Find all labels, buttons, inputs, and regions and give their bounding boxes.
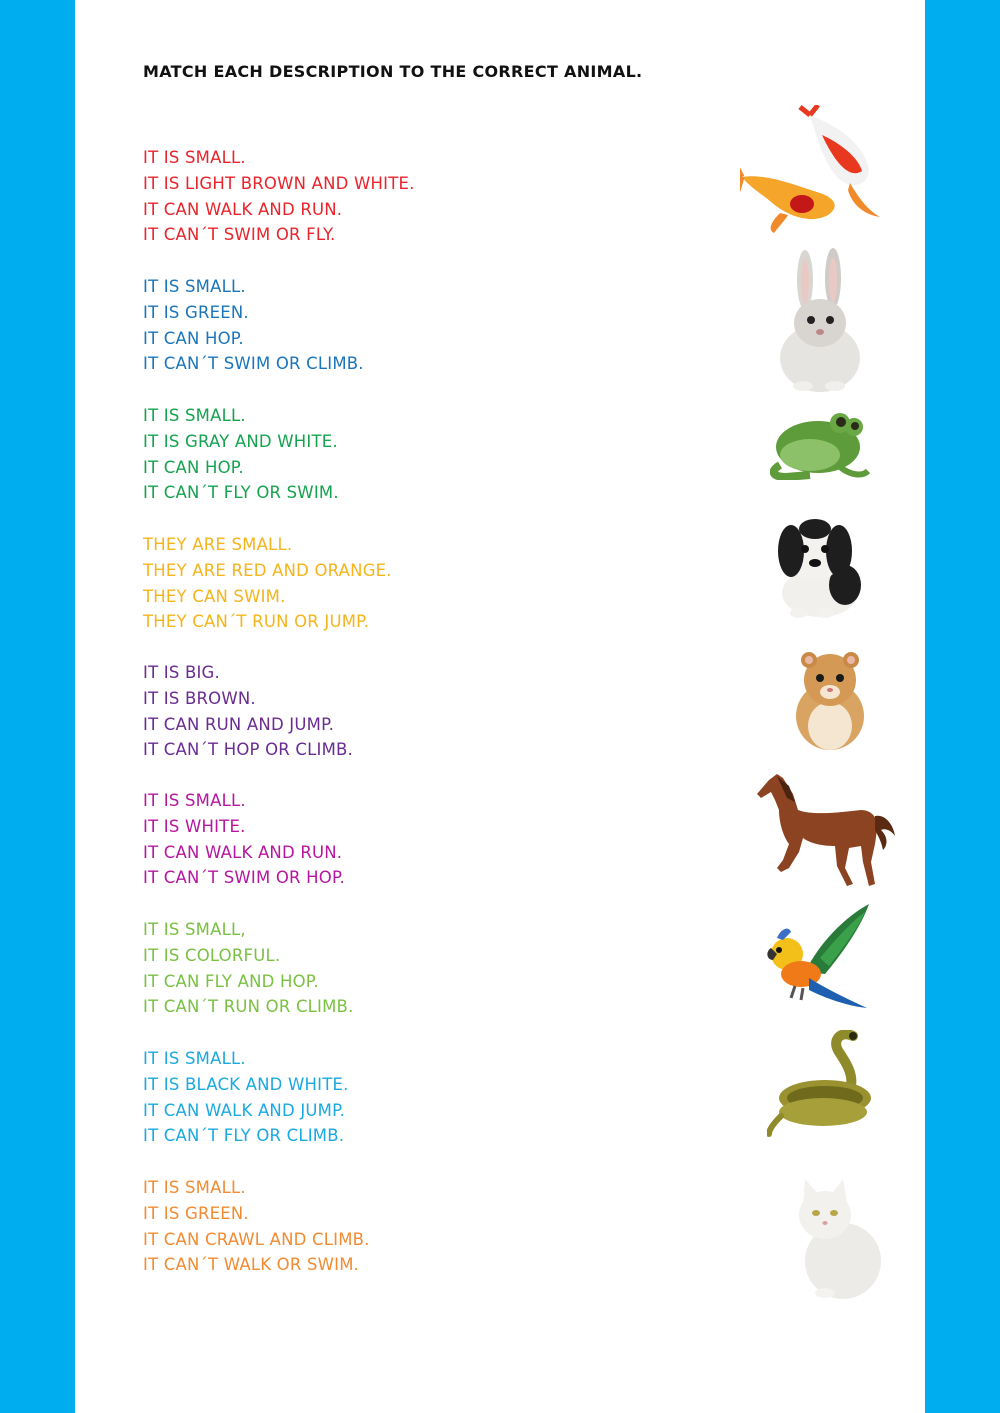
desc-line: IT CAN WALK AND JUMP. — [143, 1100, 346, 1120]
desc-line: IT IS SMALL. — [143, 277, 246, 296]
desc-line: IT CAN RUN AND JUMP. — [143, 714, 335, 734]
desc-line: IT CAN CRAWL AND CLIMB. — [143, 1229, 370, 1249]
desc-line: IT IS SMALL, — [143, 920, 246, 939]
description-8 — [143, 1046, 703, 1149]
desc-line: IT IS WHITE. — [143, 816, 246, 836]
desc-line: THEY ARE SMALL. — [143, 535, 293, 554]
desc-line: IT IS SMALL. — [143, 791, 246, 810]
desc-line: IT CAN FLY AND HOP. — [143, 971, 319, 991]
description-4 — [143, 532, 703, 635]
desc-line: THEY CAN SWIM. — [143, 586, 286, 606]
description-5 — [143, 660, 703, 763]
desc-line: IT IS BLACK AND WHITE. — [143, 1074, 349, 1094]
desc-line: IT CAN´T SWIM OR CLIMB. — [143, 354, 364, 374]
description-6 — [143, 788, 703, 891]
page-title: MATCH EACH DESCRIPTION TO THE CORRECT ANIMAL. — [143, 62, 643, 81]
left-side-bar — [0, 0, 75, 1413]
desc-line: IT CAN HOP. — [143, 457, 244, 477]
desc-line: IT IS GREEN. — [143, 302, 249, 322]
desc-line: IT CAN WALK AND RUN. — [143, 842, 343, 862]
desc-line: IT CAN´T FLY OR SWIM. — [143, 483, 339, 503]
desc-line: IT CAN´T WALK OR SWIM. — [143, 1255, 360, 1275]
desc-line: IT IS GRAY AND WHITE. — [143, 431, 338, 451]
desc-line: THEY ARE RED AND ORANGE. — [143, 560, 392, 580]
desc-line: IT IS BROWN. — [143, 688, 256, 708]
description-3 — [143, 403, 703, 506]
desc-line: IT IS LIGHT BROWN AND WHITE. — [143, 173, 415, 193]
cat-icon[interactable] — [795, 1175, 885, 1300]
desc-line: IT CAN´T HOP OR CLIMB. — [143, 740, 353, 760]
description-2 — [143, 274, 703, 377]
koi-fish-icon[interactable] — [740, 105, 885, 235]
desc-line: IT CAN´T FLY OR CLIMB. — [143, 1126, 345, 1146]
horse-icon[interactable] — [753, 772, 898, 890]
description-1 — [143, 145, 703, 248]
rabbit-icon[interactable] — [775, 248, 865, 393]
parrot-icon[interactable] — [765, 902, 875, 1020]
description-9 — [143, 1175, 703, 1278]
puppy-icon[interactable] — [765, 513, 865, 618]
desc-line: IT IS SMALL. — [143, 1178, 246, 1197]
snake-icon[interactable] — [767, 1030, 882, 1138]
description-7 — [143, 917, 703, 1020]
desc-line: IT IS SMALL. — [143, 406, 246, 425]
desc-line: IT IS GREEN. — [143, 1203, 249, 1223]
right-side-bar — [925, 0, 1000, 1413]
desc-line: IT IS SMALL. — [143, 148, 246, 167]
frog-icon[interactable] — [770, 405, 870, 480]
desc-line: IT CAN´T RUN OR CLIMB. — [143, 997, 354, 1017]
desc-line: IT IS BIG. — [143, 663, 220, 682]
desc-line: IT IS COLORFUL. — [143, 945, 281, 965]
desc-line: IT IS SMALL. — [143, 1049, 246, 1068]
desc-line: IT CAN´T SWIM OR HOP. — [143, 868, 345, 888]
hamster-icon[interactable] — [793, 648, 868, 753]
desc-line: IT CAN HOP. — [143, 328, 244, 348]
desc-line: IT CAN WALK AND RUN. — [143, 199, 343, 219]
desc-line: IT CAN´T SWIM OR FLY. — [143, 225, 336, 245]
desc-line: THEY CAN´T RUN OR JUMP. — [143, 612, 370, 632]
